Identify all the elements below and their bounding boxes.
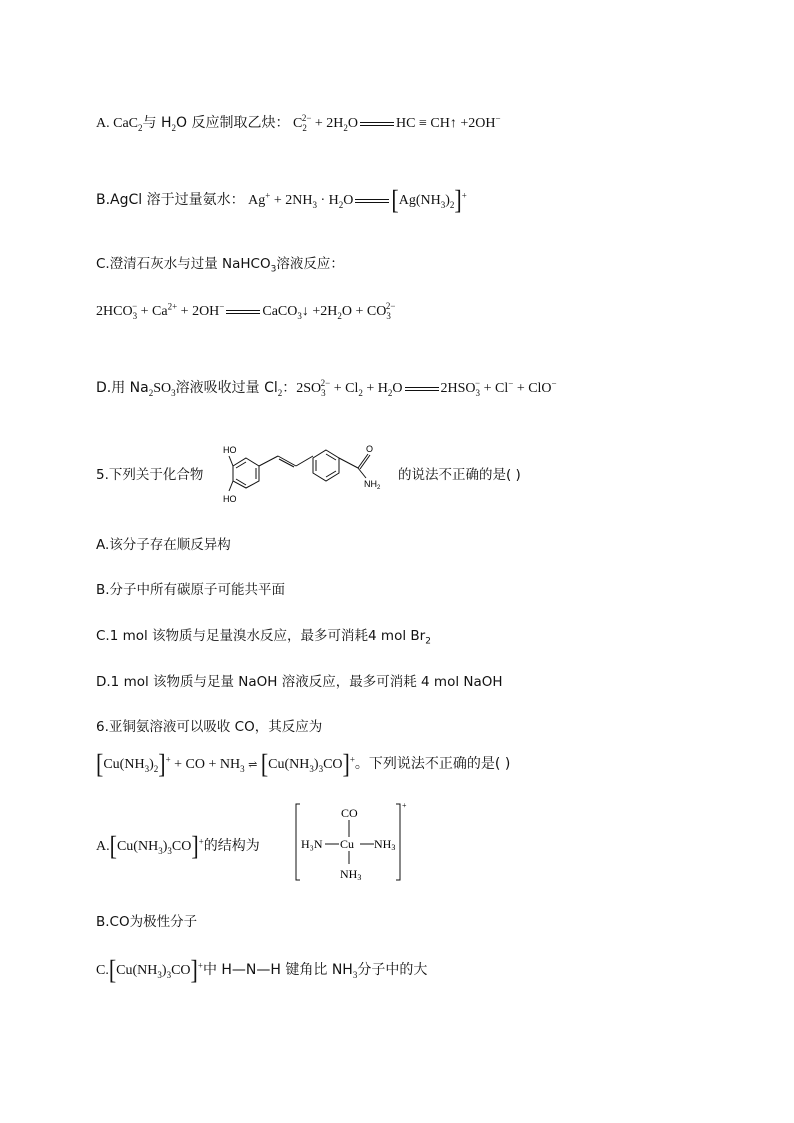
option-4c-equation: $2HCO_3^- + Ca^{2+} + 2OH^-$ CaCO$_3$↓ $+2H_2O + CO_3^{2-}$ — [96, 301, 396, 321]
q5-option-b: B.分子中所有碳原子可能共平面 — [96, 582, 286, 598]
ligand-nh3-bottom-label: NH3 — [340, 867, 362, 882]
q5-option-d: D.1 mol 该物质与足量 NaOH 溶液反应，最多可消耗 4 mol NaOH — [96, 674, 503, 690]
ligand-nh3-right-label: NH3 — [374, 837, 396, 852]
complex-structure-diagram — [294, 800, 414, 884]
ligand-nh3-left-label: H₃N — [301, 837, 323, 851]
amide-nh2-label: $NH_2$ — [364, 479, 381, 491]
question-6-stem: 6.亚铜氨溶液可以吸收 CO，其反应为 — [96, 719, 323, 735]
q6-option-c: $C.[Cu(NH_3)_3CO]^+$中 H—N—H 键角比 $NH_3$分子中的大 — [96, 953, 428, 985]
q5-option-c: C.1 mol 该物质与足量溴水反应，最多可消耗4 mol $Br_2$ — [96, 628, 431, 647]
compound-structure-diagram — [218, 440, 398, 506]
hydroxyl-label-top: HO — [223, 445, 237, 455]
question-5-stem-prefix: 5.下列关于化合物 — [96, 467, 204, 483]
question-5-stem-suffix: 的说法不正确的是( ) — [398, 467, 521, 483]
q6-option-b: B.CO为极性分子 — [96, 914, 198, 930]
option-4a: A. CaC$_2$与 $H_2O$ 反应制取乙炔： $C_2^{2-} + 2H_2O$ HC ≡ CH↑ +2OH− — [96, 113, 501, 133]
q5-option-a: A.该分子存在顺反异构 — [96, 537, 231, 553]
copper-center-label: Cu — [340, 837, 355, 851]
option-4b: B.AgCl 溶于过量氨水： $Ag^+ + 2NH_3 \cdot H_2O$ $[Ag(NH_3)_2]^+$ — [96, 183, 467, 215]
option-4c: C.澄清石灰水与过量 NaHCO$_3$溶液反应： — [96, 256, 344, 275]
question-6-equation: $[Cu(NH_3)_2]^+$ + CO + $NH_3$ ⇌ $[Cu(NH_3)_3CO]^+$。下列说法不正确的是( ) — [96, 747, 511, 779]
hydroxyl-label-bottom: HO — [223, 494, 237, 504]
q6-option-a: $A.[Cu(NH_3)_3CO]^+$的结构为 — [96, 829, 260, 861]
option-4d: D.用 $Na_2SO_3$溶液吸收过量 $Cl_2$：$2SO_3^{2-} + Cl_2 + H_2O$ $2HSO_3^- + Cl^- + ClO^-$ — [96, 378, 557, 398]
svg-text:+: + — [402, 801, 407, 810]
carbonyl-oxygen-label: O — [366, 444, 374, 454]
ligand-co-label: CO — [341, 806, 358, 820]
